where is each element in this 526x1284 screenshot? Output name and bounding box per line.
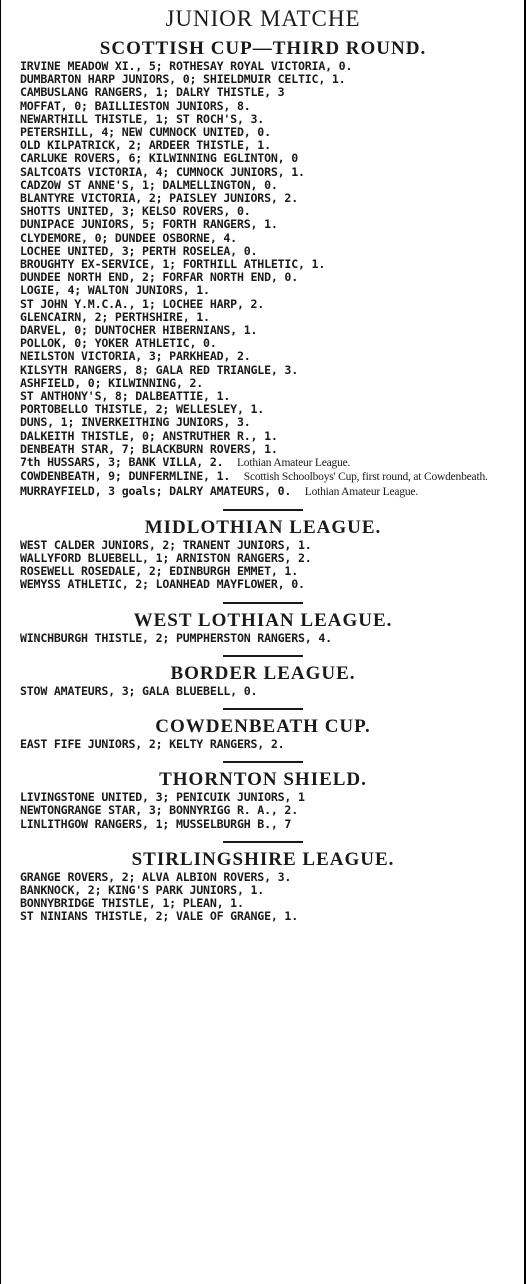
result-line: ROSEWELL ROSEDALE, 2; EDINBURGH EMMET, 1. [20, 564, 298, 579]
result-line: PORTOBELLO THISTLE, 2; WELLESLEY, 1. [20, 402, 265, 417]
section-divider [223, 655, 303, 657]
result-line: SALTCOATS VICTORIA, 4; CUMNOCK JUNIORS, 1. [20, 164, 305, 179]
result-line: BONNYBRIDGE THISTLE, 1; PLEAN, 1. [20, 896, 244, 911]
result-line: CAMBUSLANG RANGERS, 1; DALRY THISTLE, 3 [20, 85, 285, 100]
result-line: ASHFIELD, 0; KILWINNING, 2. [20, 375, 204, 390]
result-line: NEILSTON VICTORIA, 3; PARKHEAD, 2. [20, 349, 251, 364]
result-line-with-note [6, 485, 520, 499]
result-line: IRVINE MEADOW XI., 5; ROTHESAY ROYAL VICTORIA, 0. [20, 59, 353, 73]
result-line: LOGIE, 4; WALTON JUNIORS, 1. [20, 283, 210, 298]
result-line-with-note [6, 456, 520, 470]
result-line: BLANTYRE VICTORIA, 2; PAISLEY JUNIORS, 2. [20, 191, 298, 206]
page-title: JUNIOR MATCHE [165, 6, 361, 31]
league-section [6, 849, 520, 924]
competition-note: Lothian Amateur League. [304, 485, 418, 498]
result-line: SHOTTS UNITED, 3; KELSO ROVERS, 0. [20, 204, 251, 219]
result-line: DUNIPACE JUNIORS, 5; FORTH RANGERS, 1. [20, 217, 278, 232]
result-line: EAST FIFE JUNIORS, 2; KELTY RANGERS, 2. [20, 736, 285, 751]
result-line: GLENCAIRN, 2; PERTHSHIRE, 1. [20, 309, 210, 324]
results-list [6, 60, 520, 456]
result-line: DUNDEE NORTH END, 2; FORFAR NORTH END, 0. [20, 270, 298, 285]
result-text: MURRAYFIELD, 3 goals; DALRY AMATEURS, 0. [20, 483, 292, 498]
result-line: CLYDEMORE, 0; DUNDEE OSBORNE, 4. [20, 230, 237, 245]
result-line: OLD KILPATRICK, 2; ARDEER THISTLE, 1. [20, 138, 271, 153]
result-line: DUMBARTON HARP JUNIORS, 0; SHIELDMUIR CELTIC, 1. [20, 72, 346, 87]
section-heading: STIRLINGSHIRE LEAGUE. [131, 848, 395, 870]
result-line: MOFFAT, 0; BAILLIESTON JUNIORS, 8. [20, 98, 251, 113]
result-line: KILSYTH RANGERS, 8; GALA RED TRIANGLE, 3. [20, 362, 298, 377]
section-heading: BORDER LEAGUE. [170, 662, 356, 684]
result-line: ST ANTHONY'S, 8; DALBEATTIE, 1. [20, 389, 231, 404]
league-section [6, 716, 520, 751]
section-heading: SCOTTISH CUP—THIRD ROUND. [99, 38, 427, 59]
result-line: ST NINIANS THISTLE, 2; VALE OF GRANGE, 1. [20, 909, 298, 924]
result-line: WEMYSS ATHLETIC, 2; LOANHEAD MAYFLOWER, 0. [20, 577, 305, 592]
section-heading: MIDLOTHIAN LEAGUE. [144, 516, 382, 538]
result-line: LINLITHGOW RANGERS, 1; MUSSELBURGH B., 7 [20, 816, 292, 831]
section-divider [223, 708, 303, 710]
result-line: CADZOW ST ANNE'S, 1; DALMELLINGTON, 0. [20, 177, 278, 192]
competition-note: Lothian Amateur League. [236, 457, 351, 470]
result-line: LIVINGSTONE UNITED, 3; PENICUIK JUNIORS, 1 [20, 790, 305, 805]
section-heading: COWDENBEATH CUP. [155, 715, 371, 737]
result-line: BANKNOCK, 2; KING'S PARK JUNIORS, 1. [20, 882, 265, 897]
result-line: STOW AMATEURS, 3; GALA BLUEBELL, 0. [20, 683, 258, 698]
result-line: DUNS, 1; INVERKEITHING JUNIORS, 3. [20, 415, 251, 430]
result-line: PETERSHILL, 4; NEW CUMNOCK UNITED, 0. [20, 125, 271, 140]
competition-note: Scottish Schoolboys' Cup, first round, at Cowdenbeath. [243, 471, 488, 484]
result-line: ST JOHN Y.M.C.A., 1; LOCHEE HARP, 2. [20, 296, 265, 311]
result-line: DALKEITH THISTLE, 0; ANSTRUTHER R., 1. [20, 428, 278, 443]
section-scottish-cup [6, 38, 520, 499]
section-heading: THORNTON SHIELD. [159, 769, 367, 791]
result-line: NEWARTHILL THISTLE, 1; ST ROCH'S, 3. [20, 111, 265, 126]
league-section [6, 663, 520, 698]
result-line: CARLUKE ROVERS, 6; KILWINNING EGLINTON, 0 [20, 151, 298, 166]
result-line-with-note [6, 470, 520, 484]
section-divider [223, 761, 303, 763]
result-line: LOCHEE UNITED, 3; PERTH ROSELEA, 0. [20, 243, 258, 258]
section-divider [223, 602, 303, 604]
result-text: 7th HUSSARS, 3; BANK VILLA, 2. [20, 455, 224, 470]
league-section [6, 610, 520, 645]
section-divider [223, 509, 303, 511]
section-heading: WEST LOTHIAN LEAGUE. [133, 609, 393, 631]
result-line: WINCHBURGH THISTLE, 2; PUMPHERSTON RANGERS, 4. [20, 630, 332, 645]
league-section [6, 517, 520, 592]
result-line: DENBEATH STAR, 7; BLACKBURN ROVERS, 1. [20, 441, 278, 456]
result-line: NEWTONGRANGE STAR, 3; BONNYRIGG R. A., 2. [20, 803, 298, 818]
result-line: GRANGE ROVERS, 2; ALVA ALBION ROVERS, 3. [20, 869, 292, 884]
result-line: DARVEL, 0; DUNTOCHER HIBERNIANS, 1. [20, 323, 258, 338]
result-line: WALLYFORD BLUEBELL, 1; ARNISTON RANGERS, 2. [20, 550, 312, 565]
section-divider [223, 841, 303, 843]
notes-list [6, 456, 520, 499]
result-line: WEST CALDER JUNIORS, 2; TRANENT JUNIORS, 1. [20, 537, 312, 552]
leagues-list [6, 509, 520, 924]
result-line: BROUGHTY EX-SERVICE, 1; FORTHILL ATHLETIC, 1. [20, 257, 326, 272]
result-line: POLLOK, 0; YOKER ATHLETIC, 0. [20, 336, 217, 351]
league-section [6, 769, 520, 831]
result-text: COWDENBEATH, 9; DUNFERMLINE, 1. [20, 469, 231, 484]
